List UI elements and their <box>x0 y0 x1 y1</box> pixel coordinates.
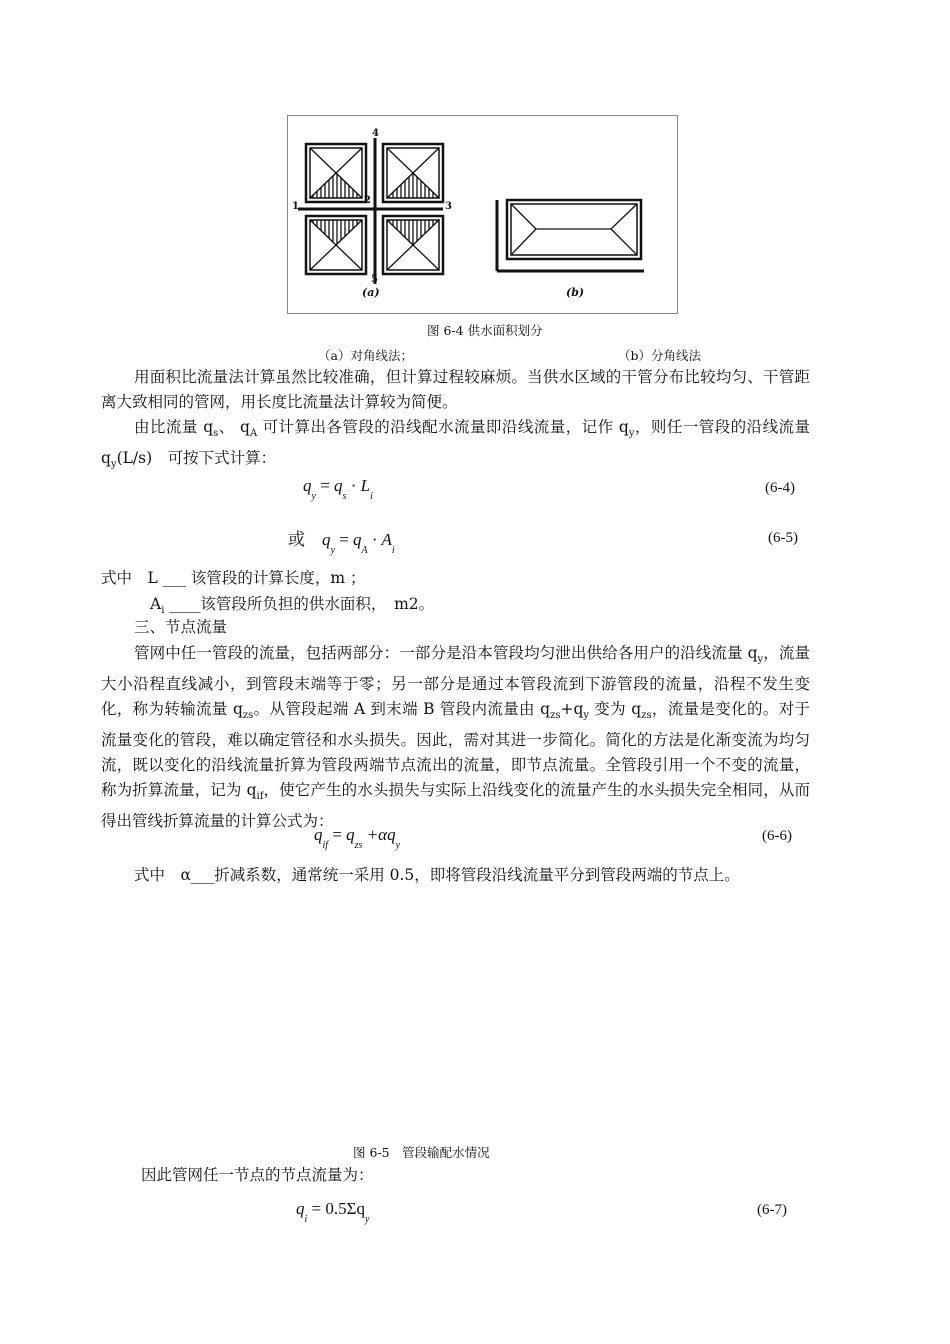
node-label-3: 3 <box>445 201 452 212</box>
equation-number-6-6: (6-6) <box>762 828 792 844</box>
where-clause-A: $A_i$ ____该管段所负担的供水面积， m2。 <box>150 595 435 617</box>
figure-6-4-drawing <box>288 116 677 313</box>
node-label-5: 5 <box>371 274 378 285</box>
figure-label-a: (a) <box>362 286 380 299</box>
equation-number-6-7: (6-7) <box>757 1202 787 1218</box>
where-clause-L: 式中 L ___ 该管段的计算长度，m ； <box>101 569 366 587</box>
figure-6-5-caption: 图 6-5 管段输配水情况 <box>353 1145 490 1160</box>
equation-number-6-5: (6-5) <box>768 530 798 546</box>
section-heading-3: 三、节点流量 <box>134 618 228 636</box>
paragraph-1: 用面积比流量法计算虽然比较准确，但计算过程较麻烦。当供水区域的干管分布比较均匀、干管距离大致相同的管网，用长度比流量法计算较为简便。 <box>101 368 810 411</box>
equation-6-4: $q_y = q_s \cdot L_i$ <box>303 476 373 502</box>
paragraph-3: 管网中任一管段的流量，包括两部分：一部分是沿本管段均匀泄出供给各用户的沿线流量 $q_y$，流量大小沿程直线减小，到管段末端等于零；另一部分是通过本管段流到下游管段的流量，沿程不发生变化，称为转输流量 $q_{zs}$。从管段起端 A 到末端 B 管段内流量由 $q_{zs}+q_y$ 变为 $q_{zs}$，流量是变化的。对于流量变化的管段，难以确定管径和水头损失。因此，需对其进一步简化。简化的方法是化渐变流为均匀流，既以变化的沿线流量折算为管段两端节点流出的流量，即节点流量。全管段引用一个不变的流量，称为折算流量，记为 $q_{if}$，使它产生的水头损失与实际上沿线变化的流量产生的水头损失完全相同，从而得出管线折算流量的计算公式为： <box>101 644 810 831</box>
figure-6-4-sub-a-caption: （a）对角线法； <box>318 348 413 363</box>
figure-6-4-sub-b-caption: （b）分角线法 <box>618 348 702 363</box>
figure-label-b: (b) <box>566 286 585 299</box>
figure-6-4 <box>287 115 678 314</box>
paragraph-2: 由比流量 $q_s$、 $q_A$ 可计算出各管段的沿线配水流量即沿线流量，记作 $q_y$，则任一管段的沿线流量 $q_y(L/s)$ 可按下式计算： <box>101 418 810 471</box>
equation-number-6-4: (6-4) <box>765 480 795 496</box>
where-clause-alpha: 式中 α___折减系数，通常统一采用 0.5，即将管段沿线流量平分到管段两端的节点上。 <box>134 866 740 884</box>
node-label-4: 4 <box>372 128 379 139</box>
equation-6-6: $q_{if} = q_{zs} +\alpha q_y$ <box>314 825 401 851</box>
figure-6-4-caption: 图 6-4 供水面积划分 <box>427 323 543 338</box>
equation-6-5: 或 $q_y = q_A \cdot A_i$ <box>288 530 395 556</box>
node-label-1: 1 <box>292 201 299 212</box>
node-label-2: 2 <box>364 195 371 206</box>
equation-6-7: $q_i = 0.5\Sigma q_y$ <box>296 1199 370 1225</box>
paragraph-4: 因此管网任一节点的节点流量为： <box>141 1166 374 1184</box>
